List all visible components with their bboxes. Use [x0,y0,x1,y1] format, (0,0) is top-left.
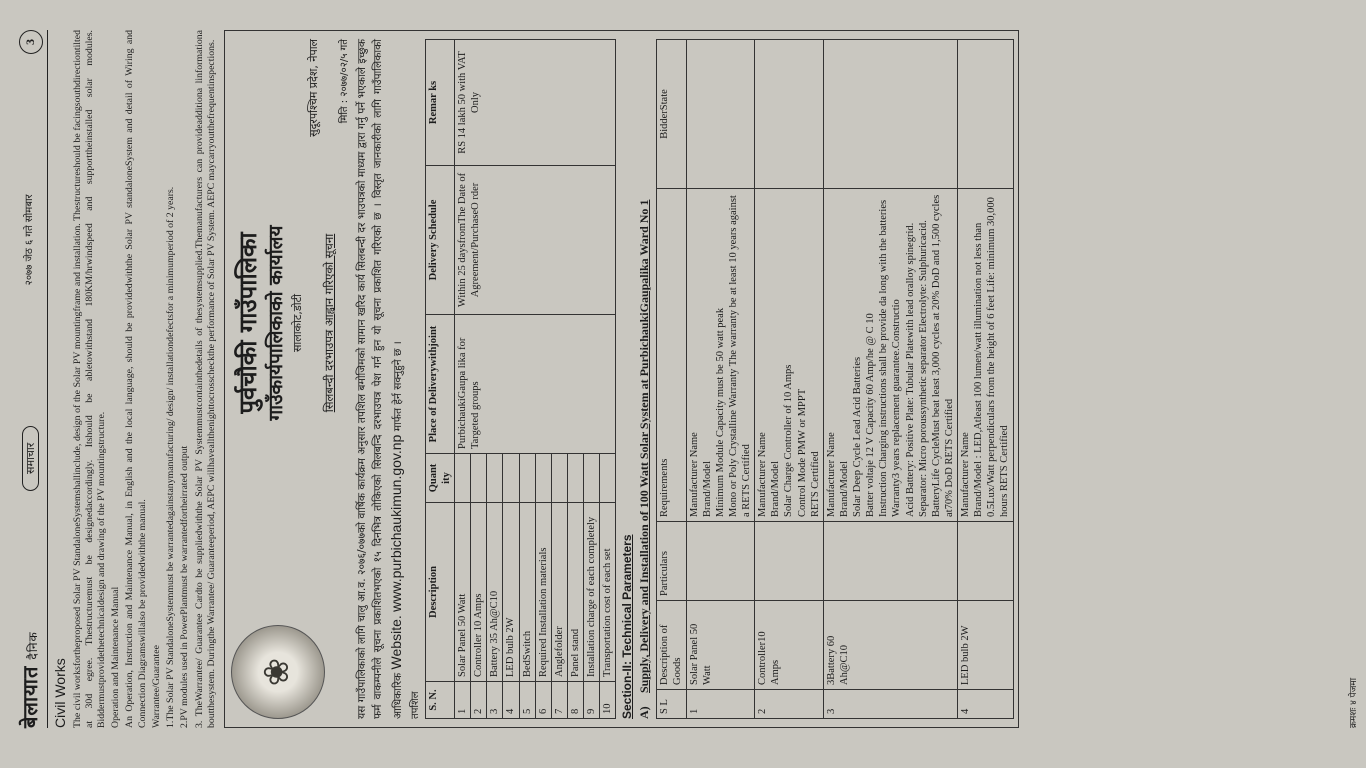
cell-particulars [686,522,755,601]
col-goods: Description of Goods [657,601,686,690]
nepal-emblem-icon: ❀ [231,625,325,719]
civil-paragraph: An Operation, Instruction and Maintenance Manual, in English and the local language, should be providedwiththe Solar PV standaloneSystem and detail of Wiring and Connection Diagramswillalso be providedwiththe manual. [124,30,148,728]
cell-description: Installation charge of each completely [584,503,600,682]
cell-quantity [567,454,583,503]
cell-description: BedSwitch [519,503,535,682]
cell-delivery: Within 25 daysfromThe Date of Agreement/PurchaseO rder [455,166,616,315]
cell-requirements: Manufacturer Name Brand/Model Minimum Module Capacity must be 50 watt peak Mono or Poly Crystalline Warranty The warranty be at least 10 years against a RETS Certified [686,189,755,522]
office-subtitle: गाउँकार्यपालिकाको कार्यालय [265,225,288,421]
civil-paragraph: The civil worksfortheproposed Solar PV StandaloneSystemshallinclude, design of the Solar PV mountingframe and installation. Thestructureshould be facingsouthdirectiontilted at 30d egree. Thestructuremust be designedaccordingly. Itshould be abletowithstand 180KM/hrwindspeed and supporttheinstalled solar modules. Biddermustprovidethetechnicaldesign and drawing of the PV mountingstructure. [71,30,107,728]
cell-quantity [551,454,567,503]
col-sl: S L [657,690,686,719]
table-row [755,40,824,719]
notice-header [231,39,351,719]
cell-sn: 1 [455,682,471,719]
office-name: पुर्वचौकी गाउँपालिका [234,232,263,414]
cell-sl: 3 [823,690,957,719]
cell-sn: 7 [551,682,567,719]
cell-sn: 2 [471,682,487,719]
table-header-row [425,40,454,719]
supply-title [637,39,652,719]
civil-paragraph: Operation and Maintenance Manual [110,586,122,728]
table-header-row [657,40,686,719]
cell-description: Panel stand [567,503,583,682]
notice-body: यस गाउँपालिकाको लागि चालु आ.व. २०७६/०७७को वार्षिक कार्यक्रम अनुसार तपशिल बमोजिमको सामान खरिद कार्य सिलबन्दी दर भाउपत्रको माध्यम द्वारा गर्नु पर्ने भएकाले इच्छुक फर्म वाकम्पनीले सूचना प्रकाशितभएको १५ दिनभित्र तोकिएको सिलबन्दि दरभाउपत्र पेश गर्न हुन यो सूचना प्रकाशित गरिएको छ । विस्तृत जानकारीको लागि गाउँपालिकाको आधिकारिक [356,39,404,719]
supply-letter: A) [637,706,652,719]
cell-description: Controller 10 Amps [471,503,487,682]
table-row [823,40,957,719]
cell-bidderstate [958,40,1014,189]
col-quantity: Quant ity [425,454,454,503]
civil-paragraph: 2.PV modules used in PowerPlantmust be warrantedfortheirrated output [179,445,191,728]
cell-quantity [519,454,535,503]
section-heading: Section-II: Technical Parameters [620,534,635,719]
cell-sn: 5 [519,682,535,719]
table-row [958,40,1014,719]
masthead-title: बेलायात [18,665,42,728]
cell-quantity [535,454,551,503]
notice-date: मिति : २०७७/०२/५ गते [338,39,350,124]
civil-works-text [72,30,219,728]
cell-particulars [823,522,957,601]
col-requirements: Requirements [657,189,686,522]
tapsil-label: तपशिल [410,691,422,719]
civil-works-heading: Civil Works [52,658,68,728]
cell-sl: 1 [686,690,755,719]
cell-requirements: Manufacturer Name Brand/Model Solar Charge Controller of 10 Amps Control Mode PMW or MPPT RETS Certified [755,189,824,522]
notice-paragraph [355,39,406,719]
col-bidderstate: BidderState [657,40,686,189]
cell-requirements: Manufacturer Name Brand/Model : LED,Atleast 100 lumen/watt illumination not less than 0.5Lux/Watt perpendiculars from the height of 6 feet Life: minimum 30,000 hours RETS Certified [958,189,1014,522]
cell-particulars [755,522,824,601]
page-header [18,30,48,728]
cell-sl: 2 [755,690,824,719]
cell-description: Anglefolder [551,503,567,682]
cell-goods: 3Battery 60 Ah@C10 [823,601,957,690]
civil-paragraph: 3. TheWarrantee/ Guarantee Cardto be suppliedwiththe Solar PV Systemmustcontainthedetails of thesystemsupplied.Themanufacturers can provideadditiona linformationa boutthesystem. Duringthe Warrantee/ Guaranteeperiod, AEPC willhaveallthenighttocrosscheckthe performance of Solar PV System. AEPC maycarryoutthefrequentinspections. [193,30,217,728]
cell-sn: 6 [535,682,551,719]
notice-titles [231,39,351,607]
cell-goods: LED bulb 2W [958,601,1014,690]
table-row [686,40,755,719]
cell-quantity [600,454,616,503]
issue-date: २०७७ जेठ ६ गते सोमबार [24,194,36,286]
civil-paragraph: 1.The Solar PV StandaloneSystemmust be warrantedagainstanymanufacturing/ design/ installationdefectsfor a minimumperiod of 2 years. [165,186,177,728]
technical-parameters-table [656,39,1013,719]
col-place: Place of Deliverywithjoint [425,315,454,454]
supply-text: Supply, Delivery and Installation of 100 Watt Solar System at PurbichaukiGaupalika Ward No 1 [637,199,652,693]
office-address: सालाकोट,डोटी [290,293,304,353]
cell-place: PurbichaukiGaupa lika for Targeted groups [455,315,616,454]
cell-bidderstate [823,40,957,189]
cell-description: Transportation cost of each set [600,503,616,682]
col-delivery: Delivery Schedule [425,166,454,315]
cell-description: LED bulb 2W [503,503,519,682]
cell-quantity [487,454,503,503]
cell-goods: Solar Panel 50 Watt [686,601,755,690]
masthead [18,631,43,728]
cell-bidderstate [686,40,755,189]
col-description: Description [425,503,454,682]
section-pill: समाचार [22,426,40,491]
col-sn: S. N. [425,682,454,719]
cell-particulars [958,522,1014,601]
website-url[interactable]: www.purbichaukimun.gov.np [387,434,404,612]
cell-sn: 4 [503,682,519,719]
page-number: 3 [19,30,43,54]
col-particulars: Particulars [657,522,686,601]
cell-description: Solar Panel 50 Watt [455,503,471,682]
cell-quantity [471,454,487,503]
cell-sn: 10 [600,682,616,719]
cell-sn: 8 [567,682,583,719]
cell-quantity [503,454,519,503]
civil-paragraph: Warrantee/Guarantee [150,645,162,728]
table-row [455,40,471,719]
notice-subject: सिलबन्दी दरभाउपत्र आह्वान गरिएको सूचना [322,233,337,413]
cell-quantity [455,454,471,503]
cell-quantity [584,454,600,503]
cell-description: Required Installation materials [535,503,551,682]
cell-sn: 3 [487,682,503,719]
continued-note: क्रमशः ४ पेजमा [1348,677,1359,728]
website-word: Website. [387,615,404,670]
cell-sn: 9 [584,682,600,719]
cell-description: Battery 35 Ah@C10 [487,503,503,682]
cell-goods: Controller10 Amps [755,601,824,690]
cell-requirements: Manufacturer Name Brand/Model Solar Deep Cycle Lead Acid Batteries Batter voltaje 12 V Capacity 60 Amp/he @ C 10 Instruction Charging instructions shall be provide da long with the batteries Warranty3 years replacement guarantee.Constructio Acid Battery: Positive Plate: Tubular Platewith lead oralloy spinegrid. Separator: Micro poroussynthetic separator Electrolyte: Sulphuricacid. BatteryLife CycleMust beat least 3,000 cycles at 20% DoD and 1,500 cycles at70% DoD RETS Certified [823,189,957,522]
cell-bidderstate [755,40,824,189]
office-province: सुदूरपश्चिम प्रदेश, नेपाल [306,39,320,137]
cell-sl: 4 [958,690,1014,719]
col-remarks: Remar ks [425,40,454,166]
cell-remarks: RS 14 lakh 50 with VAT Only [455,40,616,166]
delivery-schedule-table [425,39,617,719]
masthead-sub: दैनिक [26,631,40,660]
notice-tail: मार्फत हेर्न सक्नुहुने छ । [391,341,404,432]
tender-notice [224,30,1018,728]
